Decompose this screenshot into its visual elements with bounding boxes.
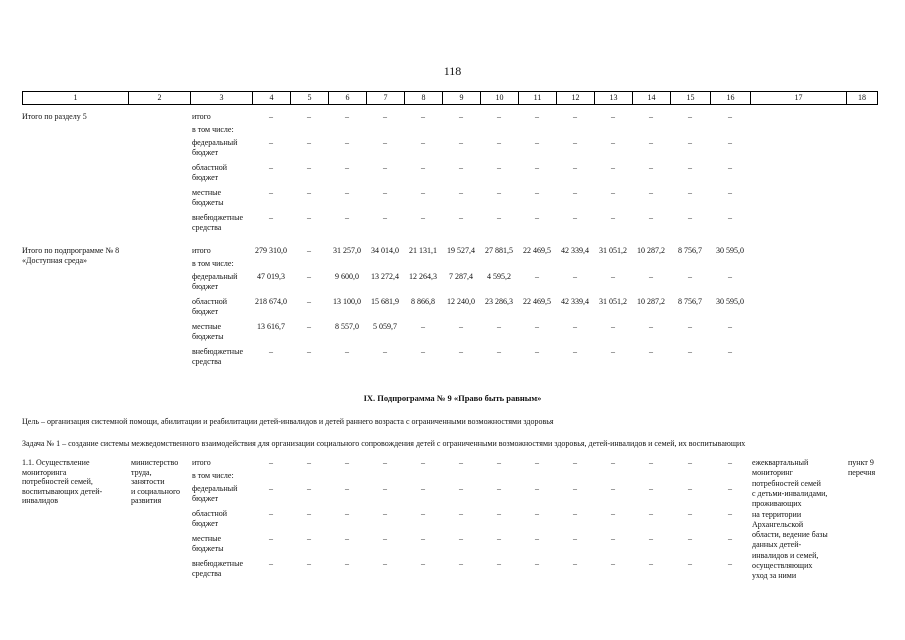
budget-value: – <box>688 484 692 493</box>
funding-source-label: федеральный <box>192 484 238 493</box>
expected-result: Архангельской <box>752 519 804 529</box>
budget-value: – <box>649 509 653 518</box>
budget-value: 34 014,0 <box>371 246 399 255</box>
expected-result: потребностей семей <box>752 478 821 488</box>
expected-result: области, ведение базы <box>752 530 828 540</box>
budget-value: – <box>573 322 577 331</box>
budget-value: – <box>307 484 311 493</box>
budget-value: – <box>649 272 653 281</box>
budget-value: – <box>535 534 539 543</box>
column-header: 6 <box>329 92 367 104</box>
budget-value: – <box>459 138 463 147</box>
item-label: мониторинга <box>22 467 67 477</box>
page-number: 118 <box>443 64 462 78</box>
budget-value: 30 595,0 <box>716 246 744 255</box>
budget-value: 8 866,8 <box>411 297 435 306</box>
budget-value: – <box>421 138 425 147</box>
budget-value: – <box>497 484 501 493</box>
budget-value: – <box>421 163 425 172</box>
budget-value: – <box>421 322 425 331</box>
budget-value: – <box>497 322 501 331</box>
budget-value: – <box>459 163 463 172</box>
funding-source-label: средства <box>192 569 222 578</box>
budget-value: – <box>573 484 577 493</box>
budget-value: – <box>535 272 539 281</box>
budget-value: – <box>383 484 387 493</box>
budget-value: – <box>421 213 425 222</box>
funding-source-label: федеральный <box>192 138 238 147</box>
funding-source-label: итого <box>192 246 211 255</box>
budget-value: – <box>421 509 425 518</box>
budget-value: – <box>649 213 653 222</box>
funding-source-label: бюджеты <box>192 332 224 341</box>
budget-value: – <box>383 509 387 518</box>
budget-value: – <box>269 484 273 493</box>
budget-value: – <box>728 458 732 467</box>
block-label: Итого по разделу 5 <box>22 112 87 121</box>
budget-value: – <box>611 112 615 121</box>
budget-value: – <box>459 322 463 331</box>
block-label: «Доступная среда» <box>22 256 88 265</box>
budget-value: 5 059,7 <box>373 322 397 331</box>
reference-note: пункт 9 <box>848 458 874 467</box>
budget-value: 31 257,0 <box>333 246 361 255</box>
funding-source-label: внебюджетные <box>192 559 243 568</box>
budget-value: – <box>688 138 692 147</box>
item-label: инвалидов <box>22 496 58 505</box>
budget-value: – <box>307 534 311 543</box>
budget-value: – <box>688 559 692 568</box>
goal-text: Цель – организация системной помощи, абилитации и реабилитации детей-инвалидов и детей раннего возраста с ограниченными возможностями здоровья <box>22 417 554 426</box>
budget-value: – <box>269 112 273 121</box>
budget-value: – <box>307 138 311 147</box>
expected-result: инвалидов и семей, <box>752 550 819 560</box>
budget-value: – <box>688 213 692 222</box>
budget-value: – <box>649 458 653 467</box>
budget-value: – <box>307 297 311 306</box>
item-label: 1.1. Осуществление <box>22 458 90 467</box>
budget-value: – <box>307 559 311 568</box>
budget-value: – <box>728 509 732 518</box>
budget-value: – <box>649 112 653 121</box>
budget-value: – <box>383 213 387 222</box>
budget-value: 21 131,1 <box>409 246 437 255</box>
budget-value: – <box>345 458 349 467</box>
budget-value: – <box>383 458 387 467</box>
budget-value: – <box>383 138 387 147</box>
budget-value: 218 674,0 <box>255 297 287 306</box>
budget-value: – <box>345 534 349 543</box>
budget-value: – <box>728 559 732 568</box>
budget-value: – <box>649 534 653 543</box>
budget-value: – <box>307 347 311 356</box>
reference-note: перечня <box>848 467 876 477</box>
column-header: 12 <box>557 92 595 104</box>
column-header: 8 <box>405 92 443 104</box>
budget-value: – <box>728 272 732 281</box>
budget-value: 19 527,4 <box>447 246 475 255</box>
budget-value: – <box>345 138 349 147</box>
budget-value: 9 600,0 <box>335 272 359 281</box>
budget-value: – <box>497 347 501 356</box>
funding-source-label: средства <box>192 357 222 366</box>
budget-value: 8 756,7 <box>678 246 702 255</box>
responsible-executor: министерство <box>131 458 179 467</box>
column-header: 10 <box>481 92 519 104</box>
budget-value: – <box>611 138 615 147</box>
budget-value: – <box>421 484 425 493</box>
budget-value: – <box>728 534 732 543</box>
budget-value: 10 287,2 <box>637 297 665 306</box>
budget-value: – <box>728 188 732 197</box>
budget-value: – <box>573 138 577 147</box>
budget-value: – <box>459 112 463 121</box>
budget-value: – <box>573 112 577 121</box>
budget-value: – <box>497 138 501 147</box>
budget-value: – <box>611 163 615 172</box>
item-label: потребностей семей, <box>22 477 93 486</box>
funding-source-label: бюджет <box>192 173 219 182</box>
budget-value: – <box>421 188 425 197</box>
budget-value: 13 616,7 <box>257 322 285 331</box>
budget-value: – <box>611 272 615 281</box>
budget-value: – <box>497 112 501 121</box>
budget-value: – <box>497 509 501 518</box>
budget-value: – <box>649 138 653 147</box>
budget-value: – <box>573 509 577 518</box>
funding-source-label: бюджет <box>192 148 219 157</box>
column-header: 4 <box>253 92 291 104</box>
budget-value: – <box>345 188 349 197</box>
budget-value: – <box>611 509 615 518</box>
budget-value: – <box>459 347 463 356</box>
budget-value: 30 595,0 <box>716 297 744 306</box>
budget-value: – <box>535 322 539 331</box>
budget-value: – <box>345 163 349 172</box>
budget-value: 12 240,0 <box>447 297 475 306</box>
budget-value: – <box>459 458 463 467</box>
budget-value: – <box>573 458 577 467</box>
budget-value: – <box>611 322 615 331</box>
budget-value: – <box>688 272 692 281</box>
budget-value: – <box>573 213 577 222</box>
budget-value: – <box>383 188 387 197</box>
budget-value: – <box>421 347 425 356</box>
budget-value: – <box>611 559 615 568</box>
budget-value: – <box>688 458 692 467</box>
column-header: 17 <box>751 92 847 104</box>
budget-value: – <box>269 163 273 172</box>
budget-value: 4 595,2 <box>487 272 511 281</box>
budget-value: – <box>611 534 615 543</box>
budget-value: – <box>649 347 653 356</box>
budget-value: – <box>728 347 732 356</box>
budget-value: 7 287,4 <box>449 272 473 281</box>
budget-value: – <box>649 163 653 172</box>
budget-value: – <box>383 347 387 356</box>
funding-source-label: в том числе: <box>192 259 234 268</box>
budget-value: – <box>728 163 732 172</box>
expected-result: данных детей- <box>752 540 802 550</box>
column-header: 1 <box>23 92 129 104</box>
budget-value: – <box>383 163 387 172</box>
budget-value: 10 287,2 <box>637 246 665 255</box>
budget-value: – <box>459 509 463 518</box>
funding-source-label: бюджет <box>192 519 219 528</box>
budget-value: – <box>269 213 273 222</box>
budget-value: – <box>573 163 577 172</box>
column-header: 7 <box>367 92 405 104</box>
budget-value: – <box>459 213 463 222</box>
budget-value: 13 272,4 <box>371 272 399 281</box>
budget-value: – <box>649 484 653 493</box>
column-header: 3 <box>191 92 253 104</box>
expected-result: мониторинг <box>752 468 793 478</box>
budget-value: – <box>573 272 577 281</box>
budget-value: – <box>307 163 311 172</box>
budget-value: – <box>535 163 539 172</box>
budget-value: – <box>421 534 425 543</box>
budget-value: – <box>535 509 539 518</box>
budget-value: – <box>307 188 311 197</box>
funding-source-label: местные <box>192 534 222 543</box>
funding-source-label: итого <box>192 458 211 467</box>
column-header: 14 <box>633 92 671 104</box>
funding-source-label: областной <box>192 297 228 306</box>
expected-result: проживающих <box>752 499 802 509</box>
expected-result: осуществляющих <box>752 561 813 570</box>
budget-value: – <box>728 484 732 493</box>
budget-value: – <box>345 484 349 493</box>
budget-value: – <box>345 559 349 568</box>
funding-source-label: в том числе: <box>192 125 234 134</box>
column-header: 18 <box>858 93 866 102</box>
budget-value: – <box>307 458 311 467</box>
budget-value: – <box>535 347 539 356</box>
budget-value: 8 756,7 <box>678 297 702 306</box>
budget-value: 12 264,3 <box>409 272 437 281</box>
budget-value: – <box>269 559 273 568</box>
budget-value: 23 286,3 <box>485 297 513 306</box>
budget-value: – <box>459 559 463 568</box>
budget-value: – <box>573 347 577 356</box>
budget-value: – <box>573 534 577 543</box>
budget-value: 31 051,2 <box>599 297 627 306</box>
column-header-row <box>22 91 878 105</box>
budget-value: – <box>307 509 311 518</box>
budget-value: 8 557,0 <box>335 322 359 331</box>
budget-value: 22 469,5 <box>523 297 551 306</box>
budget-value: – <box>307 112 311 121</box>
funding-source-label: федеральный <box>192 272 238 281</box>
funding-source-label: бюджеты <box>192 198 224 207</box>
funding-source-label: средства <box>192 223 222 232</box>
budget-value: – <box>728 322 732 331</box>
budget-value: – <box>269 458 273 467</box>
budget-value: – <box>383 559 387 568</box>
budget-value: 42 339,4 <box>561 246 589 255</box>
budget-value: – <box>649 559 653 568</box>
budget-value: – <box>649 188 653 197</box>
column-header: 9 <box>443 92 481 104</box>
budget-value: – <box>383 534 387 543</box>
budget-value: 22 469,5 <box>523 246 551 255</box>
budget-value: – <box>269 347 273 356</box>
budget-value: – <box>497 163 501 172</box>
budget-value: – <box>688 534 692 543</box>
budget-value: – <box>459 534 463 543</box>
budget-value: – <box>269 188 273 197</box>
budget-value: – <box>535 559 539 568</box>
budget-value: – <box>421 458 425 467</box>
budget-value: – <box>459 484 463 493</box>
budget-value: – <box>497 534 501 543</box>
budget-value: – <box>573 188 577 197</box>
budget-value: – <box>611 484 615 493</box>
budget-value: – <box>345 112 349 121</box>
funding-source-label: бюджет <box>192 307 219 316</box>
funding-source-label: бюджет <box>192 282 219 291</box>
budget-value: – <box>728 213 732 222</box>
budget-value: 42 339,4 <box>561 297 589 306</box>
expected-result: ежеквартальный <box>752 458 809 467</box>
budget-value: – <box>269 534 273 543</box>
budget-value: – <box>345 213 349 222</box>
budget-value: – <box>535 112 539 121</box>
budget-value: – <box>611 188 615 197</box>
budget-value: – <box>535 138 539 147</box>
budget-value: – <box>611 347 615 356</box>
budget-value: – <box>688 188 692 197</box>
column-header: 13 <box>595 92 633 104</box>
budget-value: – <box>688 509 692 518</box>
budget-value: 279 310,0 <box>255 246 287 255</box>
budget-value: – <box>688 163 692 172</box>
budget-value: – <box>535 484 539 493</box>
column-header: 2 <box>129 92 191 104</box>
budget-value: 27 881,5 <box>485 246 513 255</box>
budget-value: – <box>421 112 425 121</box>
budget-value: – <box>535 213 539 222</box>
budget-value: – <box>688 322 692 331</box>
block-label: Итого по подпрограмме № 8 <box>22 246 120 255</box>
budget-value: 13 100,0 <box>333 297 361 306</box>
budget-value: – <box>307 213 311 222</box>
budget-value: 15 681,9 <box>371 297 399 306</box>
column-header: 15 <box>671 92 711 104</box>
funding-source-label: бюджет <box>192 494 219 503</box>
budget-value: – <box>688 347 692 356</box>
responsible-executor: и социального <box>131 486 181 496</box>
funding-source-label: местные <box>192 322 222 331</box>
budget-value: – <box>611 458 615 467</box>
funding-source-label: областной <box>192 509 228 518</box>
budget-value: – <box>307 322 311 331</box>
budget-value: – <box>421 559 425 568</box>
budget-value: – <box>307 246 311 255</box>
budget-value: – <box>497 458 501 467</box>
responsible-executor: развития <box>131 496 162 505</box>
funding-source-label: бюджеты <box>192 544 224 553</box>
funding-source-label: итого <box>192 112 211 121</box>
budget-value: – <box>383 112 387 121</box>
column-header: 11 <box>519 92 557 104</box>
funding-source-label: внебюджетные <box>192 213 243 222</box>
expected-result: с детьми-инвалидами, <box>752 488 828 498</box>
budget-value: – <box>649 322 653 331</box>
budget-value: – <box>345 509 349 518</box>
budget-value: 31 051,2 <box>599 246 627 255</box>
budget-value: 47 019,3 <box>257 272 285 281</box>
responsible-executor: занятости <box>131 477 165 486</box>
budget-value: – <box>269 509 273 518</box>
budget-value: – <box>728 112 732 121</box>
task-text: Задача № 1 – создание системы межведомственного взаимодействия для организации социального сопровождения детей с ограниченными возможностями здоровья, детей-инвалидов и семей, их воспитывающих <box>22 439 746 448</box>
budget-value: – <box>307 272 311 281</box>
column-header: 16 <box>711 92 751 104</box>
budget-value: – <box>459 188 463 197</box>
budget-value: – <box>345 347 349 356</box>
responsible-executor: труда, <box>131 467 152 477</box>
budget-value: – <box>497 213 501 222</box>
funding-source-label: внебюджетные <box>192 347 243 356</box>
expected-result: уход за ними <box>752 571 797 581</box>
column-header: 5 <box>291 92 329 104</box>
expected-result: на территории <box>752 509 802 519</box>
item-label: воспитывающих детей- <box>22 486 103 496</box>
budget-value: – <box>269 138 273 147</box>
budget-value: – <box>688 112 692 121</box>
budget-value: – <box>535 458 539 467</box>
budget-value: – <box>497 559 501 568</box>
budget-value: – <box>611 213 615 222</box>
funding-source-label: областной <box>192 163 228 172</box>
budget-value: – <box>535 188 539 197</box>
section-title: IX. Подпрограмма № 9 «Право быть равным» <box>363 393 542 403</box>
budget-value: – <box>497 188 501 197</box>
funding-source-label: местные <box>192 188 222 197</box>
budget-value: – <box>573 559 577 568</box>
funding-source-label: в том числе: <box>192 471 234 480</box>
budget-value: – <box>728 138 732 147</box>
